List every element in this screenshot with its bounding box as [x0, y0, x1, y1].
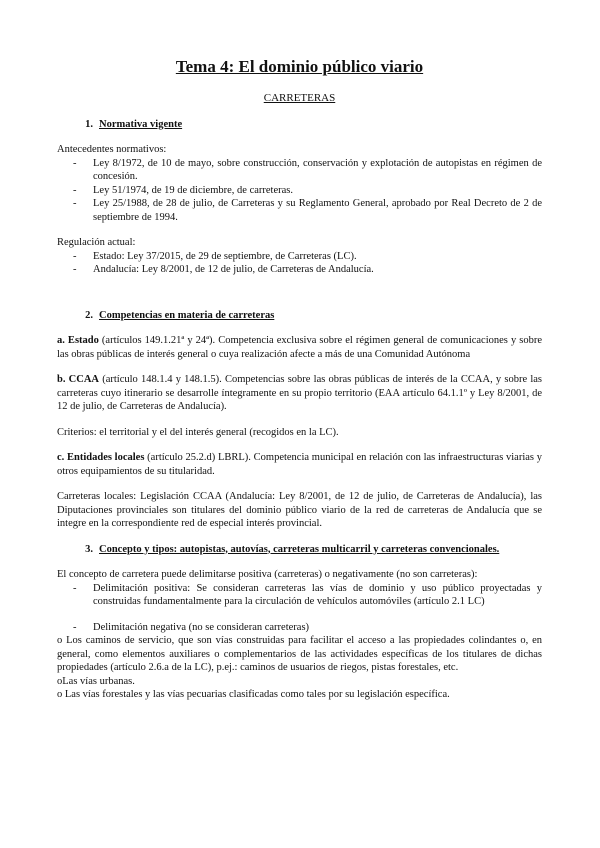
list-item: - Ley 25/1988, de 28 de julio, de Carreteras y su Reglamento General, aprobado por Real Decreto de 2 de septiembre de 1994. [79, 197, 542, 224]
section-title: Normativa vigente [99, 118, 183, 130]
paragraph-label: a. Estado [57, 335, 99, 346]
list-item: - Ley 51/1974, de 19 de diciembre, de carreteras. [79, 184, 542, 198]
section-1-heading [57, 118, 542, 132]
paragraph-ccaa: b. CCAA (artículo 148.1.4 y 148.1.5). Competencias sobre las obras públicas de interés de la CCAA, y sobre las carreteras cuyo itinerario se desarrolle íntegramente en su propio territorio (EAA artículo 64.1.1º y Ley 8/2001, de 12 de julio, de Carreteras de Andalucía). [57, 374, 543, 412]
document-page [57, 56, 542, 702]
paragraph-locales: Carreteras locales: Legislación CCAA (Andalucía: Ley 8/2001, de 12 de julio, de Carreteras de Andalucía), las Diputaciones provinciales son titulares del dominio público viario de la red de carreteras de Andalucía que se integre en la correspondiente red de especial interés provincial. [57, 491, 542, 529]
delimitacion-list [57, 582, 542, 609]
subtitle: CARRETERAS [263, 92, 336, 104]
bullet-item: o Las vías forestales y las vías pecuarias clasificadas como tales por su legislación específica. [57, 689, 450, 700]
section-title: Concepto y tipos: autopistas, autovías, carreteras multicarril y carreteras convencionales. [99, 543, 500, 555]
page-title: Tema 4: El dominio público viario [175, 57, 424, 76]
antecedentes-label: Antecedentes normativos: [57, 144, 167, 155]
paragraph-intro: El concepto de carretera puede delimitarse positiva (carreteras) o negativamente (no son carreteras): [57, 569, 478, 580]
delimitacion-negativa-list [57, 621, 542, 635]
list-item: - Delimitación positiva: Se consideran carreteras las vías de dominio y uso público proyectadas y construidas fundamentalmente para la circulación de vehículos automóviles (artículo 2.1 LC) [79, 582, 542, 609]
section-title: Competencias en materia de carreteras [99, 309, 275, 321]
paragraph-criterios: Criterios: el territorial y el del interés general (recogidos en la LC). [57, 426, 339, 438]
paragraph-entidades: c. Entidades locales (artículo 25.2.d) LBRL). Competencia municipal en relación con las infraestructuras viarias y otros equipamientos de su titularidad. [57, 452, 542, 477]
antecedentes-list [57, 157, 542, 225]
paragraph-label: c. Entidades locales [57, 452, 145, 463]
bullet-item: o Los caminos de servicio, que son vías construidas para facilitar el acceso a las propiedades colindantes o, en general, como elementos auxiliares o complementarios de las actividades específicas de los titulares de dichas propiedades (artículo 2.6.a de la LC), p.ej.: caminos de usuarios de riegos, pistas forestales, etc. [57, 635, 542, 673]
regulacion-list [57, 250, 542, 277]
list-item: - Ley 8/1972, de 10 de mayo, sobre construcción, conservación y explotación de autopistas en régimen de concesión. [79, 157, 542, 184]
section-2-heading [57, 309, 542, 323]
list-item: - Delimitación negativa (no se consideran carreteras) [79, 621, 542, 635]
paragraph-label: b. CCAA [57, 374, 100, 385]
section-number: 3. [85, 543, 93, 555]
regulacion-label: Regulación actual: [57, 237, 136, 248]
paragraph-estado: a. Estado (artículos 149.1.21ª y 24ª). Competencia exclusiva sobre el régimen general de comunicaciones y sobre las obras públicas de interés general o cuya realización afecte a más de una Comunidad Autónoma [57, 335, 542, 360]
list-item: - Estado: Ley 37/2015, de 29 de septiembre, de Carreteras (LC). [79, 250, 542, 264]
section-number: 1. [85, 118, 93, 130]
section-number: 2. [85, 309, 93, 321]
bullet-item: oLas vías urbanas. [57, 675, 135, 687]
list-item: - Andalucía: Ley 8/2001, de 12 de julio, de Carreteras de Andalucía. [79, 263, 542, 277]
section-3-heading [57, 543, 542, 557]
